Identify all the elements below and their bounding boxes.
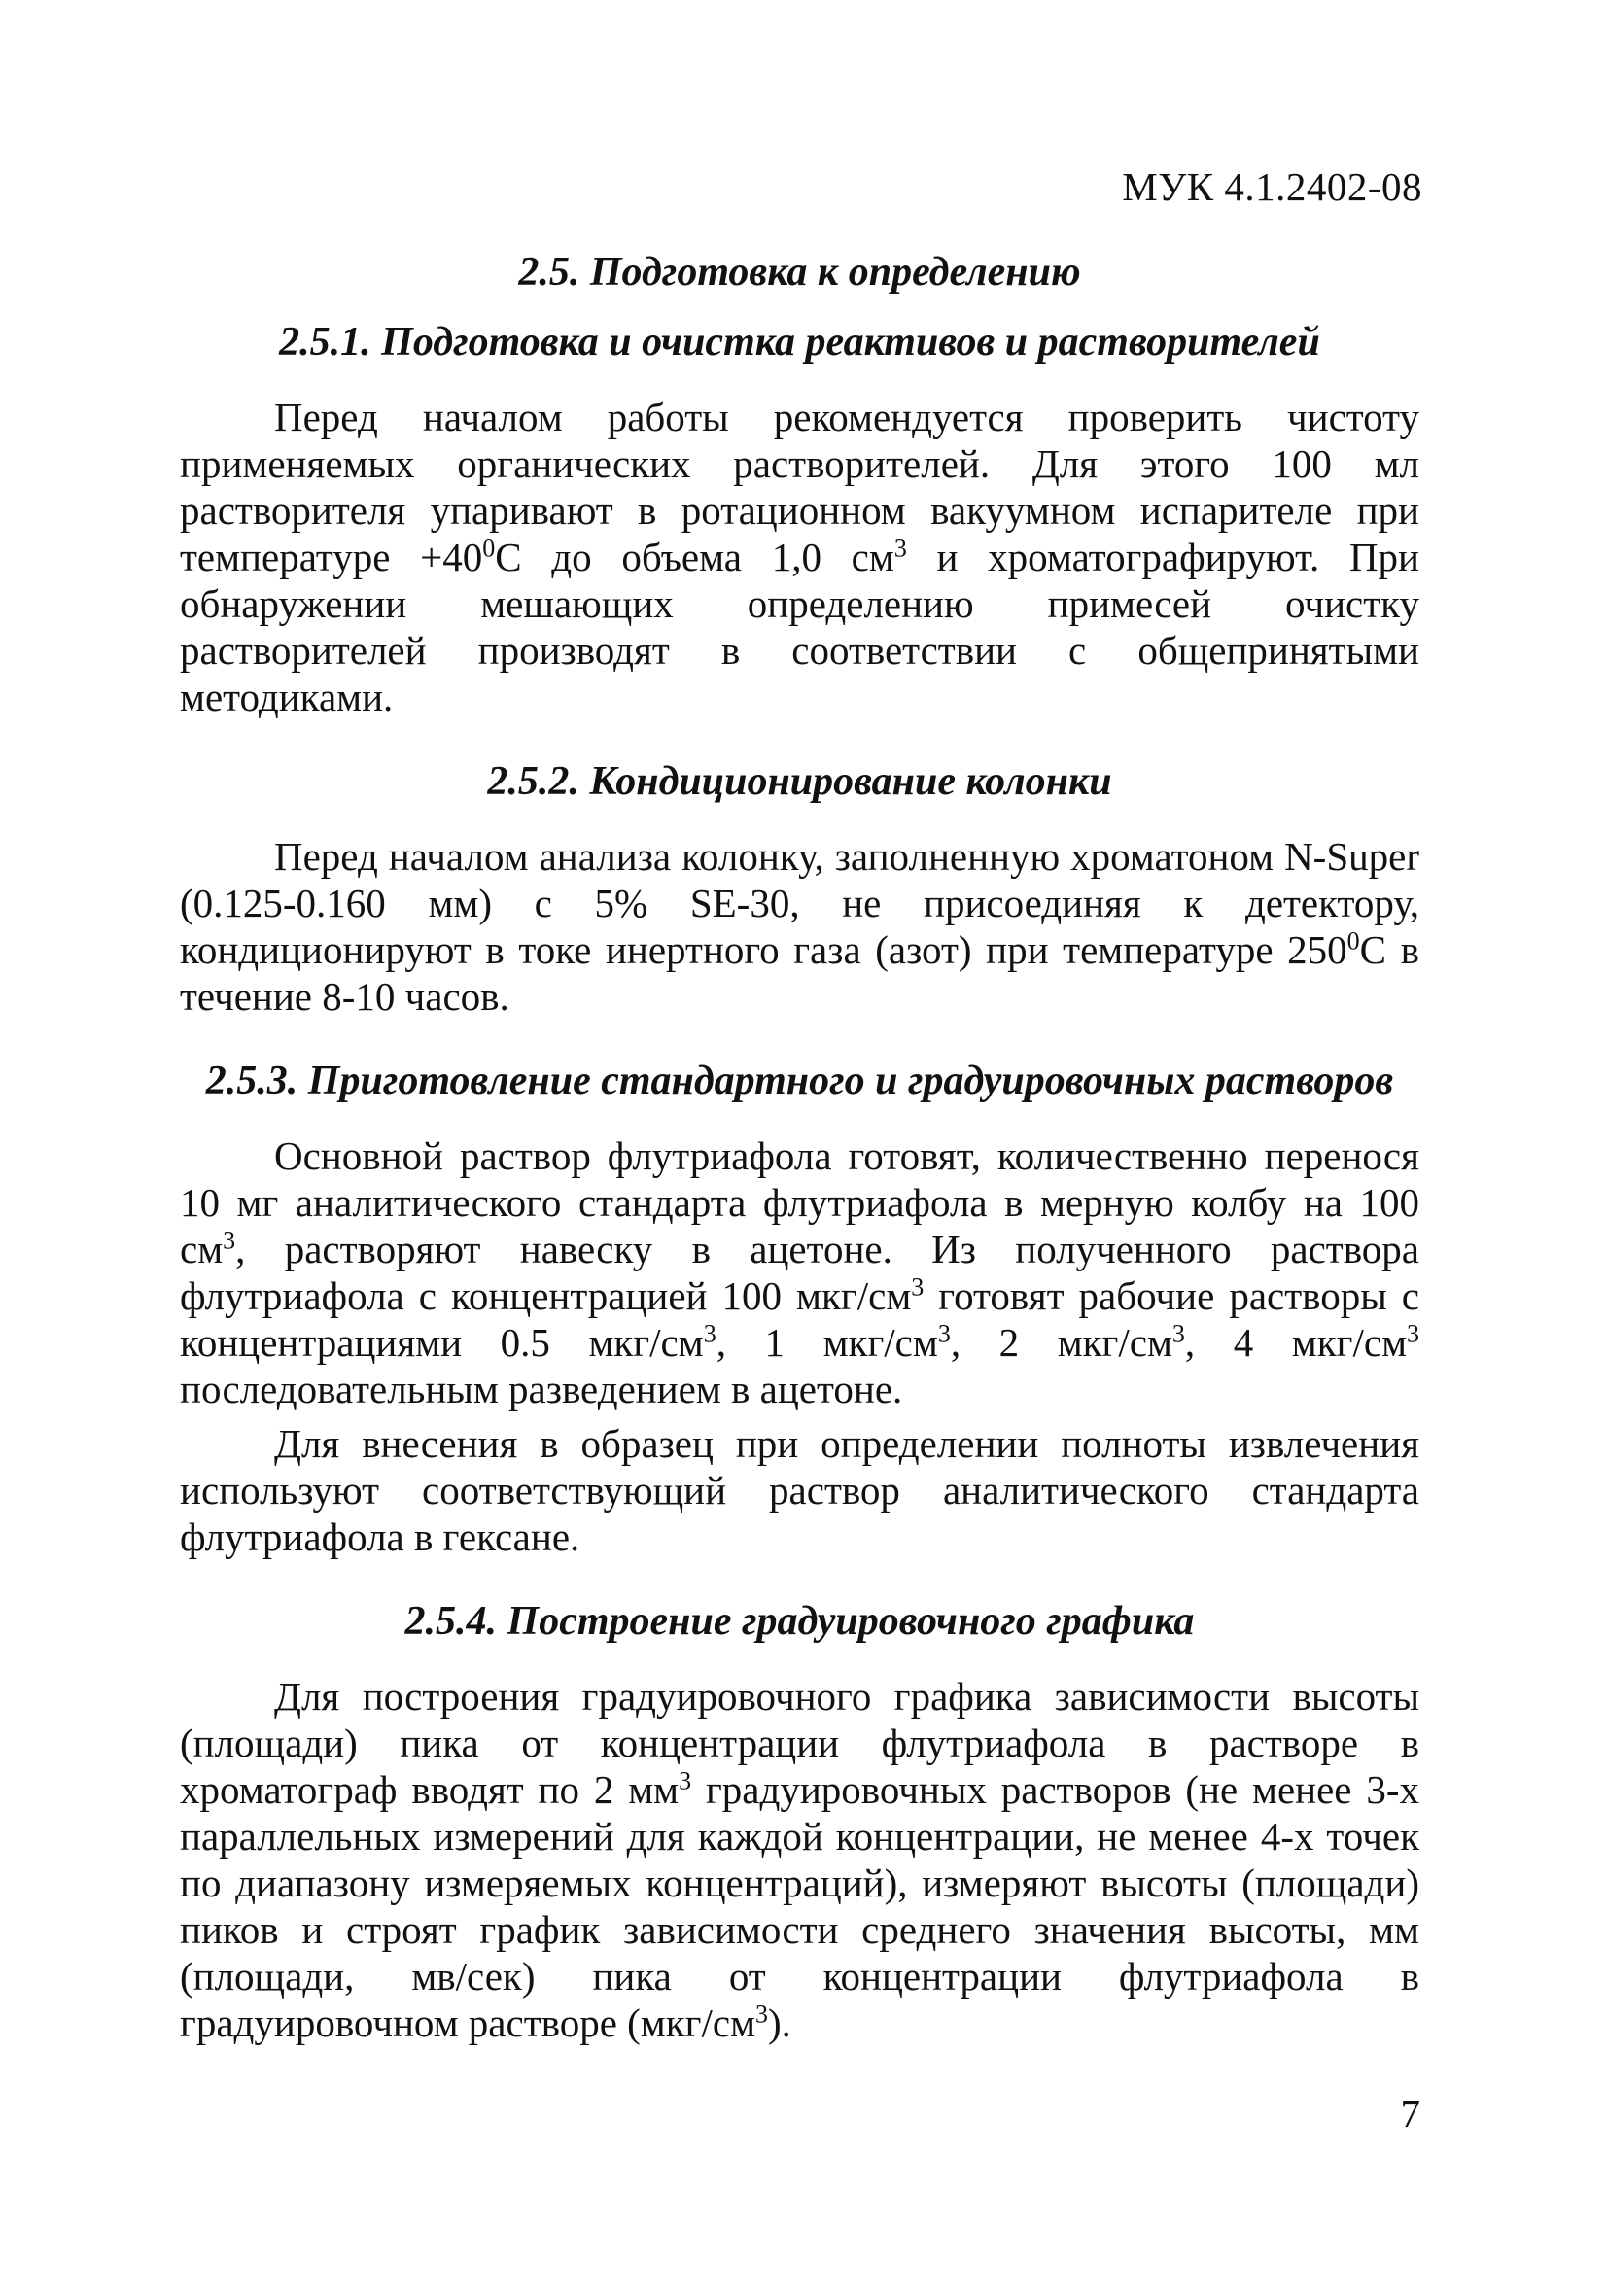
- paragraph-solvent-check: [180, 394, 1419, 720]
- paragraph-calibration-curve: [180, 1673, 1419, 2046]
- text-fragment: Перед началом работы рекомендуется проверить чистоту применяемых органических растворителей. Для этого 100 мл растворителя упаривают в ротационном вакуумном испарителе при температуре +40: [180, 395, 1419, 579]
- text-fragment: , растворяют навеску в ацетоне. Из полученного раствора флутриафола с концентрацией 100 мкг/см: [180, 1227, 1419, 1318]
- superscript: 3: [679, 1766, 692, 1795]
- text-fragment: готовят рабочие растворы с концентрациями 0.5 мкг/см: [180, 1273, 1419, 1365]
- text-fragment: С в течение 8-10 часов.: [180, 927, 1419, 1019]
- section-title: 2.5. Подготовка к определению: [518, 250, 1081, 295]
- superscript: 3: [1407, 1319, 1420, 1348]
- paragraph-spike-solution: Для внесения в образец при определении полноты извлечения используют соответствующий раствор аналитического стандарта флутриафола в гексане.: [180, 1421, 1419, 1559]
- text-fragment: С до объема 1,0 см: [495, 535, 894, 579]
- text-fragment: градуировочных растворов (не менее 3-х параллельных измерений для каждой концентрации, не менее 4-х точек по диапазону измеряемых концентраций), измеряют высоты (площади) пиков и строят график зависимости среднего значения высоты, мм (площади, мв/сек) пика от концентрации флутриафола в градуировочном растворе (мкг/см: [180, 1767, 1420, 2045]
- superscript: 3: [893, 534, 907, 563]
- page-content: [180, 248, 1419, 2046]
- superscript: 3: [755, 2000, 769, 2029]
- subsection-title-2-5-4: 2.5.4. Построение градуировочного графика: [404, 1599, 1195, 1644]
- subsection-title-2-5-3: 2.5.3. Приготовление стандартного и градуировочных растворов: [205, 1059, 1394, 1103]
- text-fragment: , 1 мкг/см: [716, 1320, 938, 1365]
- text-fragment: Основной раствор флутриафола готовят, количественно перенося 10 мг аналитического стандарта флутриафола в мерную колбу на 100 см: [180, 1133, 1419, 1271]
- text-fragment: и хроматографируют. При обнаружении мешающих определению примесей очистку растворителей производят в соответствии с общепринятыми методиками.: [180, 535, 1419, 719]
- superscript: 3: [703, 1319, 716, 1348]
- page-number: 7: [1400, 2091, 1420, 2136]
- subsection-title-2-5-1: 2.5.1. Подготовка и очистка реактивов и растворителей: [279, 320, 1320, 365]
- superscript: 0: [482, 534, 496, 563]
- superscript: 3: [937, 1319, 951, 1348]
- superscript: 3: [1171, 1319, 1185, 1348]
- document-code: МУК 4.1.2402-08: [1122, 164, 1422, 209]
- superscript: 3: [223, 1226, 236, 1255]
- text-fragment: , 2 мкг/см: [950, 1320, 1172, 1365]
- paragraph-stock-solution: [180, 1132, 1419, 1412]
- text-fragment: Для построения градуировочного графика зависимости высоты (площади) пика от концентрации флутриафола в растворе в хроматограф вводят по 2 мм: [180, 1674, 1419, 1812]
- superscript: 0: [1346, 926, 1360, 956]
- paragraph-column-conditioning: [180, 833, 1419, 1020]
- text-fragment: , 4 мкг/см: [1184, 1320, 1408, 1365]
- superscript: 3: [911, 1272, 925, 1302]
- text-fragment: ).: [768, 2000, 791, 2045]
- text-fragment: последовательным разведением в ацетоне.: [180, 1367, 903, 1411]
- subsection-title-2-5-2: 2.5.2. Кондиционирование колонки: [487, 759, 1112, 804]
- text-fragment: Перед началом анализа колонку, заполненную хроматоном N-Super (0.125-0.160 мм) с 5% SE-30, не присоединяя к детектору, кондиционируют в токе инертного газа (азот) при температуре 250: [180, 834, 1419, 972]
